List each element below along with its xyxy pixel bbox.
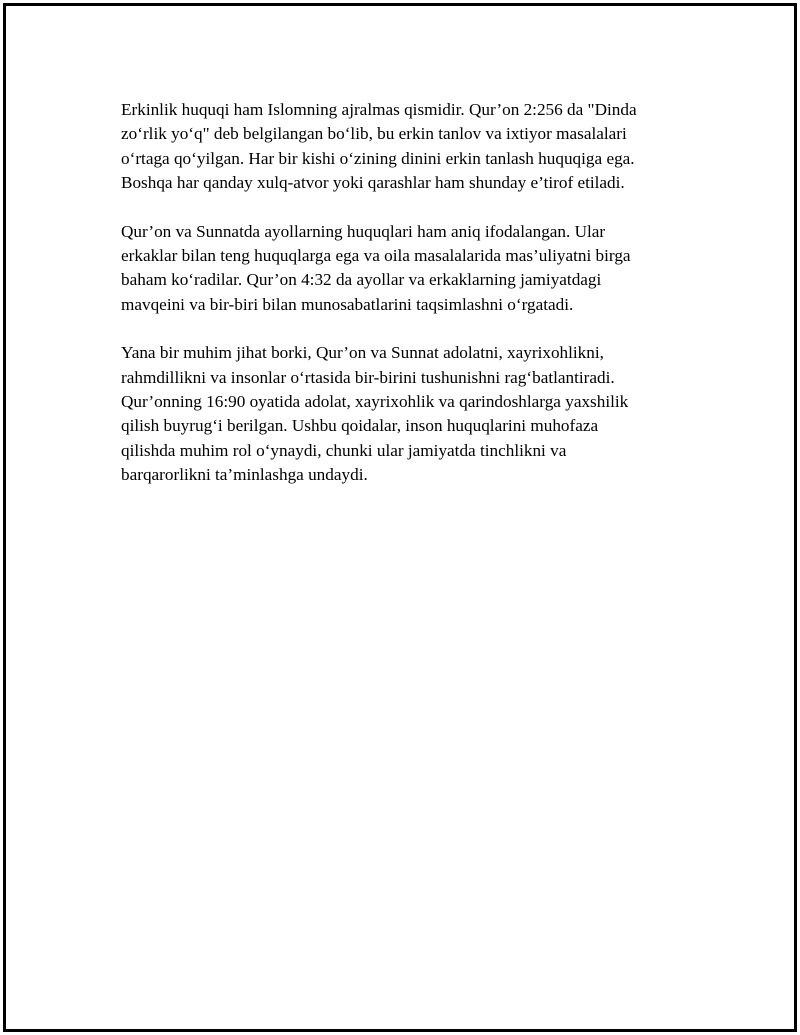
- paragraph-line: Qur’onning 16:90 oyatida adolat, xayrixohlik va qarindoshlarga yaxshilik: [121, 391, 629, 411]
- paragraph-line: Yana bir muhim jihat borki, Qur’on va Sunnat adolatni, xayrixohlikni,: [121, 343, 604, 363]
- paragraph-3: [121, 341, 691, 487]
- page-frame: [3, 3, 797, 1032]
- document-body: [121, 98, 691, 512]
- paragraph-line: Qur’on va Sunnatda ayollarning huquqlari ham aniq ifodalangan. Ular: [121, 221, 606, 241]
- paragraph-1: [121, 98, 691, 195]
- paragraph-line: o‘rtaga qo‘yilgan. Har bir kishi o‘zining dinini erkin tanlash huquqiga ega.: [121, 148, 635, 168]
- paragraph-line: qilishda muhim rol o‘ynaydi, chunki ular jamiyatda tinchlikni va: [121, 440, 567, 460]
- paragraph-line: baham ko‘radilar. Qur’on 4:32 da ayollar va erkaklarning jamiyatdagi: [121, 270, 602, 290]
- paragraph-line: zo‘rlik yo‘q" deb belgilangan bo‘lib, bu erkin tanlov va ixtiyor masalalari: [121, 124, 627, 144]
- paragraph-line: rahmdillikni va insonlar o‘rtasida bir-birini tushunishni rag‘batlantiradi.: [121, 367, 615, 387]
- paragraph-line: barqarorlikni ta’minlashga undaydi.: [121, 464, 368, 484]
- paragraph-line: Erkinlik huquqi ham Islomning ajralmas qismidir. Qur’on 2:256 da "Dinda: [121, 100, 637, 119]
- paragraph-line: mavqeini va bir-biri bilan munosabatlarini taqsimlashni o‘rgatadi.: [121, 294, 574, 314]
- paragraph-line: qilish buyrug‘i berilgan. Ushbu qoidalar, inson huquqlarini muhofaza: [121, 416, 599, 436]
- paragraph-line: Boshqa har qanday xulq-atvor yoki qarashlar ham shunday e’tirof etiladi.: [121, 172, 625, 192]
- paragraph-2: [121, 220, 691, 317]
- paragraph-line: erkaklar bilan teng huquqlarga ega va oila masalalarida mas’uliyatni birga: [121, 245, 631, 265]
